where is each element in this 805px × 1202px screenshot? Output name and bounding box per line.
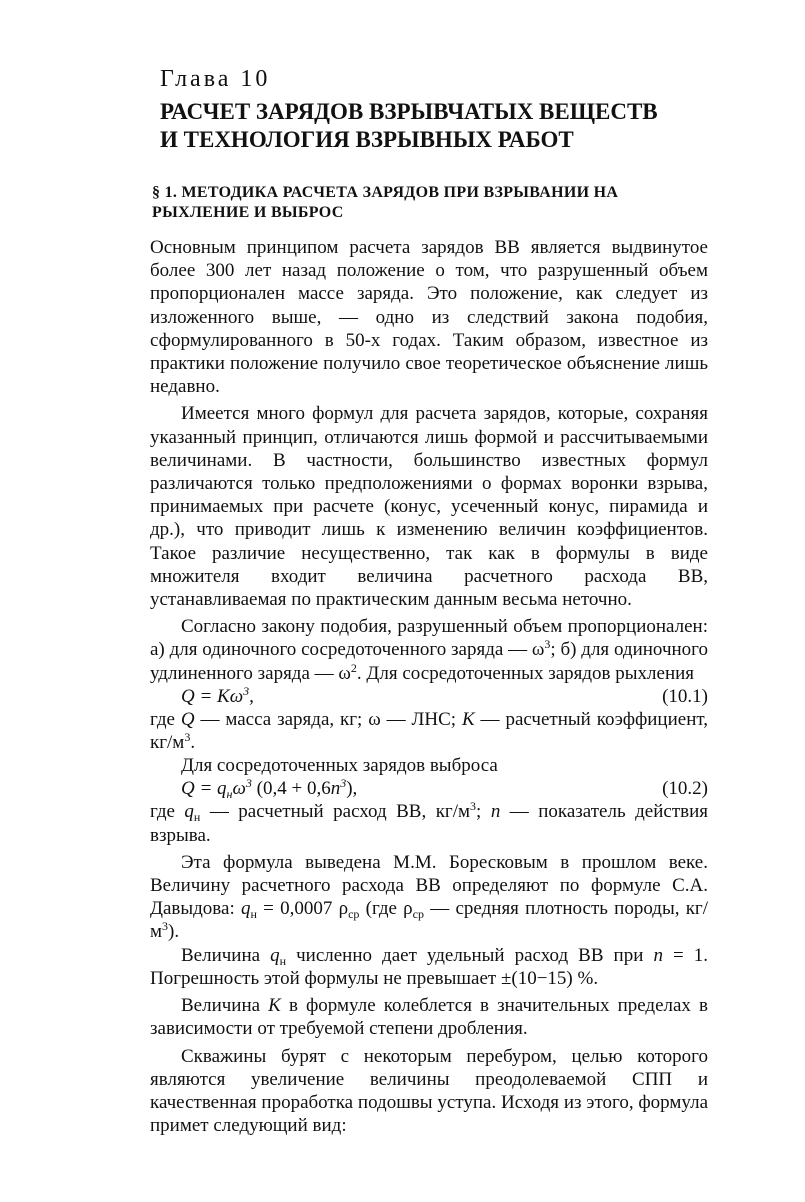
section-heading-line-1: § 1. МЕТОДИКА РАСЧЕТА ЗАРЯДОВ ПРИ ВЗРЫВАНИИ НА — [152, 184, 619, 201]
chapter-heading: Глава 10 — [160, 66, 271, 92]
equation-10-2-body: $Q = q_н\omega^3$ $(0,4 + 0,6n^3)$, — [181, 776, 358, 802]
equation-10-1-body: $Q = K\omega^3$, — [181, 683, 254, 707]
equation-10-2-number: (10.2) — [662, 778, 708, 800]
equation-10-1-number: (10.1) — [662, 685, 708, 707]
paragraph-5: Для сосредоточенных зарядов выброса — [181, 755, 498, 777]
section-heading — [152, 183, 712, 223]
paragraph-6: где $q_н$ — расчетный расход ВВ, $кг/м^3$; n — показатель действия взрыва. — [150, 799, 708, 846]
chapter-title — [160, 98, 720, 154]
body-text — [150, 236, 708, 1137]
equation-10-2 — [150, 777, 708, 800]
chapter-title-line-2: И ТЕХНОЛОГИЯ ВЗРЫВНЫХ РАБОТ — [160, 127, 574, 152]
paragraph-7: Эта формула выведена М.М. Боресковым в прошлом веке. Величину расчетного расхода ВВ определяют по формуле С.А. Давыдова: $q_н = 0,0007$ $\rho_{ср}$ (где $\rho_{ср}$ — средняя плотность породы, $кг/м^3$). — [150, 851, 709, 943]
chapter-title-line-1: РАСЧЕТ ЗАРЯДОВ ВЗРЫВЧАТЫХ ВЕЩЕСТВ — [160, 99, 658, 124]
section-heading-line-2: РЫХЛЕНИЕ И ВЫБРОС — [152, 204, 344, 221]
paragraph-4: где Q — масса заряда, кг; ω — ЛНС; K — расчетный коэффициент, $кг/м^3$. — [150, 708, 708, 754]
paragraph-10: Скважины бурят с некоторым перебуром, целью которого являются увеличение величины преодолеваемой СПП и качественная проработка подошвы уступа. Исходя из этого, формула примет следующий вид: — [150, 1045, 708, 1137]
paragraph-1: Основным принципом расчета зарядов ВВ является выдвинутое более 300 лет назад положение о том, что разрушенный объем пропорционален массе заряда. Это положение, как следует из изложенного выше, — одно из следствий закона подобия, сформулированного в 50-х годах. Таким образом, известное из практики положение получило свое теоретическое объяснение лишь недавно. — [150, 237, 708, 398]
equation-10-1 — [150, 685, 708, 708]
paragraph-3: Согласно закону подобия, разрушенный объем пропорционален: а) для одиночного сосредоточенного заряда — $\omega^3$; б) для одиночного удлиненного заряда — $\omega^2$. Для сосредоточенных зарядов рыхления — [150, 616, 708, 684]
paragraph-9: Величина K в формуле колеблется в значительных пределах в зависимости от требуемой степени дробления. — [150, 995, 708, 1040]
paragraph-8: Величина $q_н$ численно дает удельный расход ВВ при n = 1. Погрешность этой формулы не превышает ±(10−15) %. — [150, 944, 708, 989]
paragraph-2: Имеется много формул для расчета зарядов, которые, сохраняя указанный принцип, отличаются лишь формой и рассчитываемыми величинами. В частности, большинство известных формул различаются только предположениями о формах воронки взрыва, принимаемых при расчете (конус, усеченный конус, пирамида и др.), что приводит лишь к изменению величин коэффициентов. Такое различие несущественно, так как в формулы в виде множителя входит величина расчетного расхода ВВ, устанавливаемая по практическим данным весьма неточно. — [150, 403, 708, 611]
